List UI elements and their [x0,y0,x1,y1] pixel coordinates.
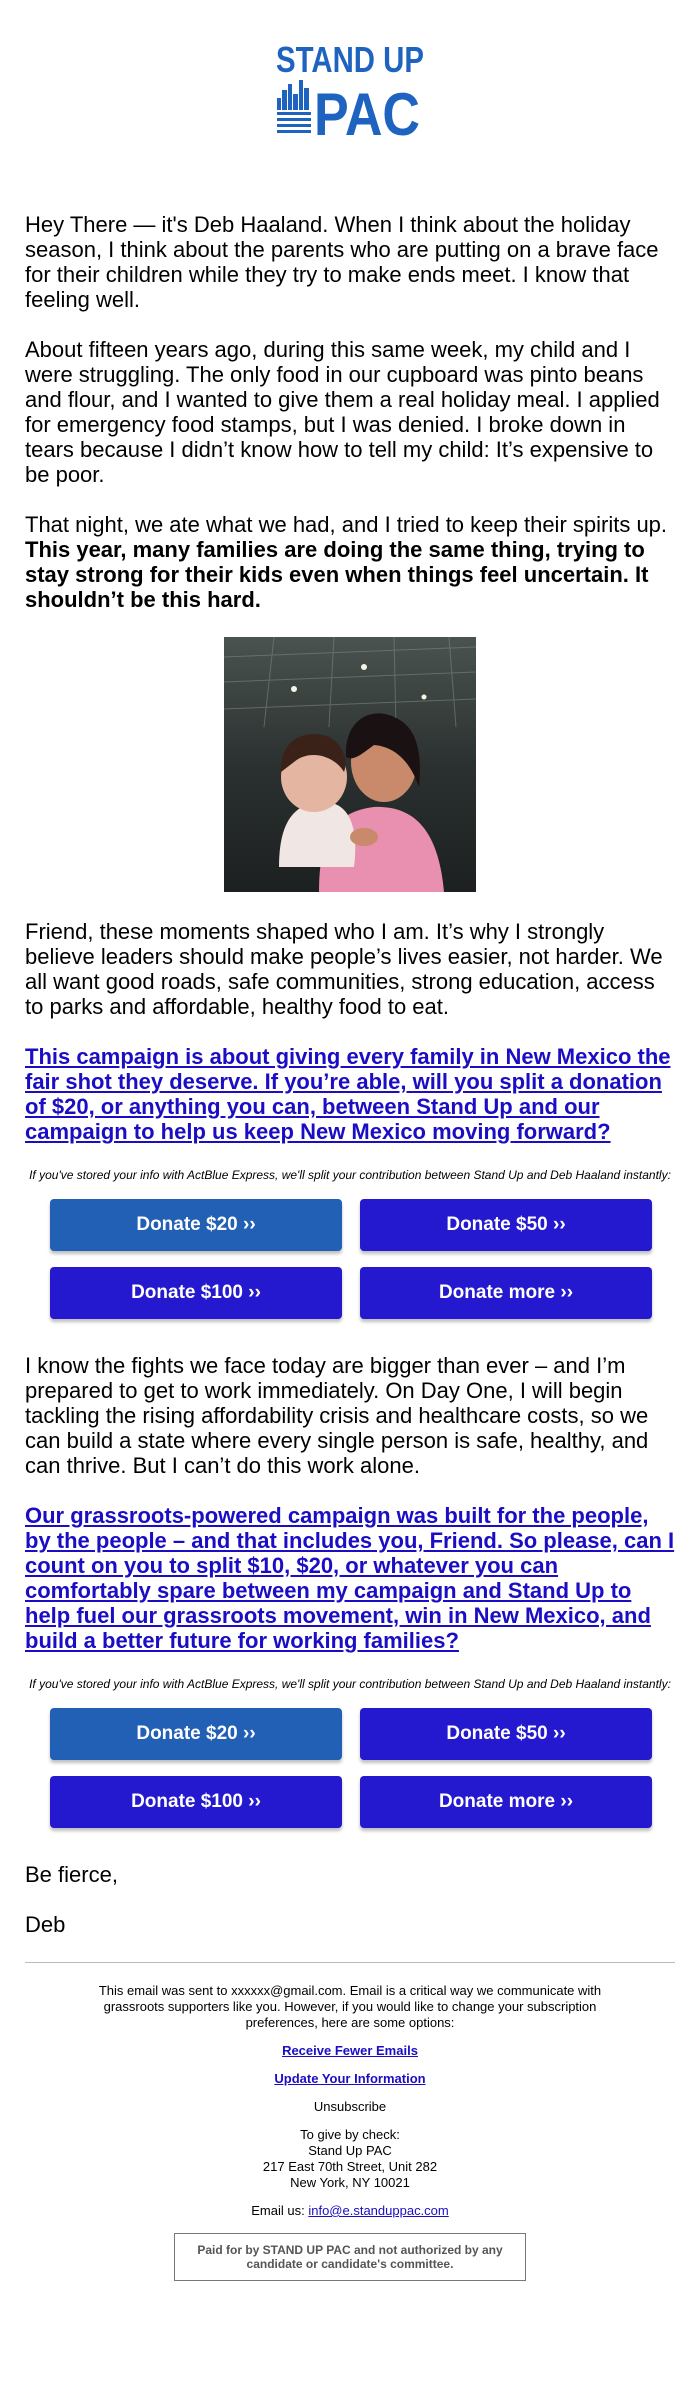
paragraph-night-bold: This year, many families are doing the same thing, trying to stay strong for their kids even when things feel uncertain. It shouldn’t be this hard. [25,537,649,612]
unsubscribe-link[interactable]: Unsubscribe [313,2099,387,2114]
donate-50-button[interactable]: Donate $50 ›› [360,1708,652,1760]
donate-100-button[interactable]: Donate $100 ›› [50,1776,342,1828]
mailing-address [70,2127,630,2191]
photo-image [224,637,476,892]
check-label: To give by check: [300,2127,400,2142]
donate-more-button[interactable]: Donate more ›› [360,1776,652,1828]
logo-line1: STAND UP [276,39,424,80]
skyline-icon [277,80,311,133]
paragraph-night-text: That night, we ate what we had, and I tried to keep their spirits up. [25,512,668,537]
donate-100-button[interactable]: Donate $100 ›› [50,1267,342,1319]
email-body [0,40,700,1937]
logo-line2: PAC [314,81,420,148]
donate-more-button[interactable]: Donate more ›› [360,1267,652,1319]
email-label: Email us: [251,2203,305,2218]
actblue-note-2: If you've stored your info with ActBlue Express, we'll split your contribution between Stand Up and Deb Haaland instantly: [29,1677,671,1691]
address-city: New York, NY 10021 [290,2175,410,2190]
donate-20-button[interactable]: Donate $20 ›› [50,1708,342,1760]
donation-ask-link-2[interactable]: Our grassroots-powered campaign was built for the people, by the people – and that includes you, Friend. So please, can I count on you to split $10, $20, or whatever you can comfortably spare between my campaign and Stand Up to help fuel our grassroots movement, win in New Mexico, and build a better future for working families? [25,1503,675,1653]
receive-fewer-emails-link[interactable]: Receive Fewer Emails [282,2043,418,2058]
donate-20-button[interactable]: Donate $20 ›› [50,1199,342,1251]
contact-email-link[interactable]: info@e.standuppac.com [308,2203,449,2218]
paragraph-story: About fifteen years ago, during this same week, my child and I were struggling. The only food in our cupboard was pinto beans and flour, and I wanted to give them a real holiday meal. I applied for emergency food stamps, but I was denied. I broke down in tears because I didn’t know how to tell my child: It’s expensive to be poor. [25,337,660,487]
address-org: Stand Up PAC [308,2143,392,2158]
paid-for-disclaimer: Paid for by STAND UP PAC and not authorized by any candidate or candidate's committee. [174,2233,526,2281]
footer [0,1983,700,2219]
paragraph-fights: I know the fights we face today are bigger than ever – and I’m prepared to get to work immediately. On Day One, I will begin tackling the rising affordability crisis and healthcare costs, so we can build a state where every single person is safe, healthy, and can thrive. But I can’t do this work alone. [25,1353,649,1478]
signature: Deb [25,1912,66,1937]
stand-up-pac-logo [275,39,425,148]
donate-buttons-1 [25,1199,675,1319]
donation-ask-link-1[interactable]: This campaign is about giving every family in New Mexico the fair shot they deserve. If you’re able, will you split a donation of $20, or anything you can, between Stand Up and our campaign to help us keep New Mexico moving forward? [25,1044,671,1144]
footer-sent-notice: This email was sent to xxxxxx@gmail.com. Email is a critical way we communicate with grassroots supporters like you. However, if you would like to change your subscription preferences, here are some options: [98,1983,602,2030]
paragraph-values: Friend, these moments shaped who I am. It’s why I strongly believe leaders should make people’s lives easier, not harder. We all want good roads, safe communities, strong education, access to parks and affordable, healthy food to eat. [25,919,663,1019]
donate-buttons-2 [25,1708,675,1828]
signoff-line: Be fierce, [25,1862,118,1887]
email-us-line [70,2203,630,2219]
footer-divider [25,1962,675,1963]
paragraph-intro: Hey There — it's Deb Haaland. When I think about the holiday season, I think about the parents who are putting on a brave face for their children while they try to make ends meet. I know that feeling well. [25,212,659,312]
update-information-link[interactable]: Update Your Information [274,2071,426,2086]
address-street: 217 East 70th Street, Unit 282 [262,2159,438,2174]
donate-50-button[interactable]: Donate $50 ›› [360,1199,652,1251]
family-photo [224,637,476,892]
paragraph-night [25,512,675,612]
actblue-note-1: If you've stored your info with ActBlue Express, we'll split your contribution between Stand Up and Deb Haaland instantly: [29,1168,671,1182]
